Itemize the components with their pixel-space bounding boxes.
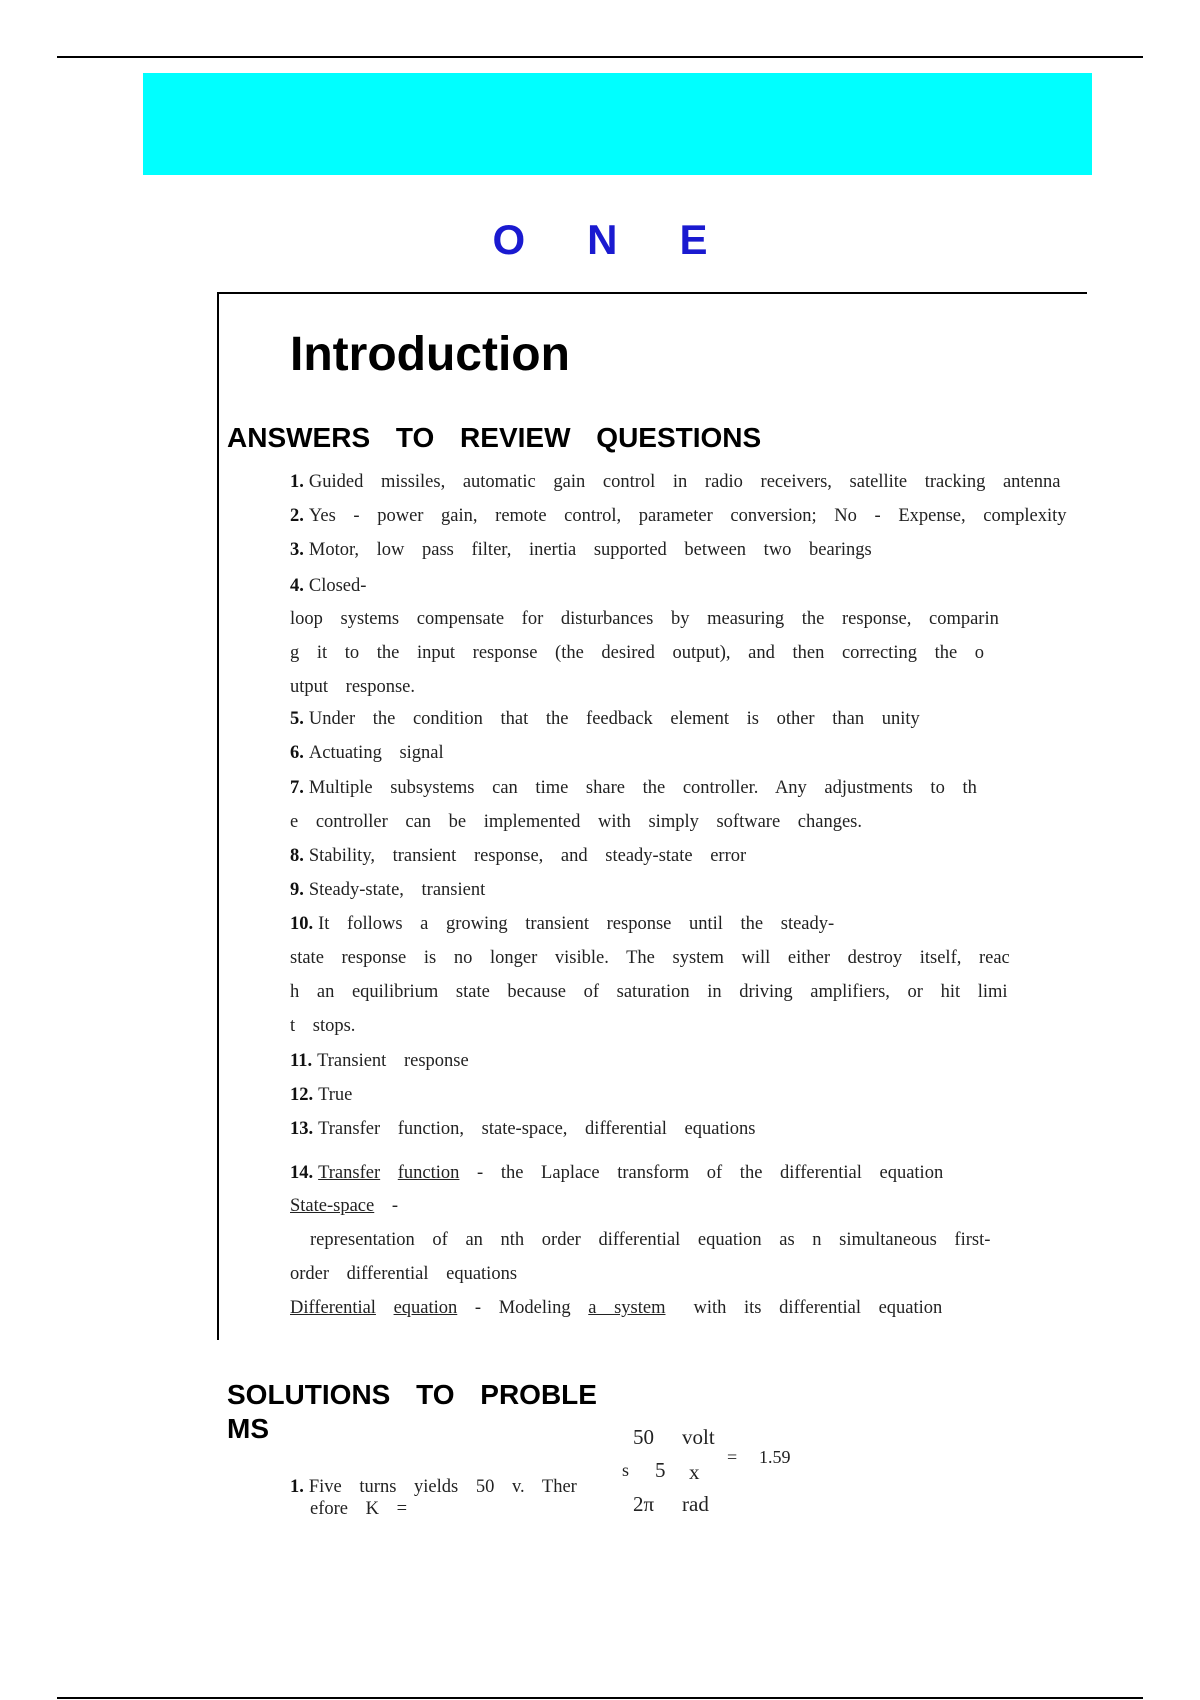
answer-line	[290, 1117, 755, 1141]
answer-line	[290, 675, 415, 699]
problem-1-line2: efore K =	[310, 1499, 408, 1519]
math-50: 50	[633, 1425, 654, 1449]
answer-14-state-space-line2: order differential equations	[290, 1264, 518, 1284]
answer-text: utput response.	[290, 677, 416, 697]
solutions-heading-line1: SOLUTIONS TO PROBLE	[227, 1379, 597, 1410]
answer-number: 2.	[290, 506, 304, 526]
answer-number: 13.	[290, 1119, 314, 1139]
answer-number: 1.	[290, 472, 304, 492]
answer-line	[290, 504, 1067, 528]
answer-text: Actuating signal	[308, 743, 444, 763]
section-frame-top	[217, 292, 1087, 294]
answer-line	[290, 980, 1008, 1004]
problem-number: 1.	[290, 1477, 304, 1497]
answer-text: e controller can be implemented with simply software changes.	[290, 812, 863, 832]
answer-text: Yes - power gain, remote control, parameter conversion; No - Expense, complexity	[308, 506, 1067, 526]
answer-number: 10.	[290, 914, 314, 934]
answer-14-transfer-function	[290, 1161, 943, 1185]
problem-1-text	[290, 1476, 577, 1520]
term-state-space: State-space	[290, 1196, 375, 1216]
answer-number: 3.	[290, 540, 304, 560]
answer-number: 6.	[290, 743, 304, 763]
math-volt: volt	[682, 1425, 715, 1449]
answer-text: Multiple subsystems can time share the controller. Any adjustments to th	[308, 778, 977, 798]
answer-number: 14.	[290, 1163, 314, 1183]
answer-text: t stops.	[290, 1016, 356, 1036]
math-rad: rad	[682, 1492, 709, 1516]
term-transfer: Transfer	[318, 1163, 381, 1183]
term-function: function	[397, 1163, 460, 1183]
chapter-number: ONE	[492, 216, 770, 263]
problem-1-line1: Five turns yields 50 v. Ther	[308, 1477, 577, 1497]
answer-text: Closed-	[308, 576, 367, 596]
answer-line	[290, 844, 746, 868]
answer-text: - the Laplace transform of the differential equation	[477, 1163, 944, 1183]
answer-14-differential-equation	[290, 1296, 942, 1320]
term-equation: equation	[393, 1298, 458, 1318]
math-result: 1.59	[759, 1447, 791, 1467]
answer-line	[290, 810, 862, 834]
answer-line	[290, 878, 485, 902]
bottom-rule	[57, 1697, 1143, 1699]
top-rule	[57, 56, 1143, 58]
answer-line	[290, 1049, 469, 1073]
answer-text: True	[318, 1085, 353, 1105]
answer-text: - Modeling	[474, 1298, 571, 1318]
math-2pi: 2π	[633, 1492, 655, 1516]
review-questions-heading: ANSWERS TO REVIEW QUESTIONS	[227, 422, 762, 453]
answer-text: Steady-state, transient	[308, 880, 486, 900]
answer-line	[290, 707, 920, 731]
answer-text: with its differential equation	[693, 1298, 943, 1318]
answer-text: loop systems compensate for disturbances by measuring the response, comparin	[290, 609, 999, 629]
chapter-title: Introduction	[290, 328, 570, 381]
answer-number: 8.	[290, 846, 304, 866]
math-s: s	[622, 1460, 630, 1480]
answer-line	[290, 741, 444, 765]
answer-14-state-space-line1: representation of an nth order differential equation as n simultaneous first-	[310, 1230, 991, 1250]
answer-text: state response is no longer visible. The system will either destroy itself, reac	[290, 948, 1010, 968]
dash: -	[391, 1196, 399, 1216]
answer-text: Transient response	[317, 1051, 469, 1071]
chapter-banner	[143, 73, 1092, 175]
math-equals: =	[727, 1447, 738, 1467]
answer-line	[290, 607, 999, 631]
answer-text: It follows a growing transient response until the steady-	[318, 914, 835, 934]
answer-text: Guided missiles, automatic gain control in radio receivers, satellite tracking antenna	[308, 472, 1061, 492]
answer-number: 12.	[290, 1085, 314, 1105]
answer-number: 5.	[290, 709, 304, 729]
answer-number: 4.	[290, 576, 304, 596]
answer-text: h an equilibrium state because of saturation in driving amplifiers, or hit limi	[290, 982, 1008, 1002]
solutions-heading-line2: MS	[227, 1413, 269, 1444]
term-differential: Differential	[290, 1298, 376, 1318]
answer-line	[290, 776, 977, 800]
answer-text: Motor, low pass filter, inertia supported between two bearings	[308, 540, 872, 560]
answer-line	[290, 946, 1010, 970]
answer-line	[290, 912, 834, 936]
answer-line	[290, 1083, 352, 1107]
answer-number: 11.	[290, 1051, 313, 1071]
answer-line	[290, 470, 1060, 494]
math-5: 5	[655, 1458, 666, 1482]
answer-number: 9.	[290, 880, 304, 900]
term-a-system: a system	[588, 1298, 666, 1318]
answer-line	[290, 574, 366, 598]
answer-text: Transfer function, state-space, differential equations	[318, 1119, 756, 1139]
answer-text: Under the condition that the feedback element is other than unity	[308, 709, 920, 729]
answer-text: g it to the input response (the desired output), and then correcting the o	[290, 643, 985, 663]
answer-text: Stability, transient response, and steady-state error	[308, 846, 747, 866]
answer-line	[290, 1014, 355, 1038]
answer-number: 7.	[290, 778, 304, 798]
solutions-heading	[227, 1378, 647, 1446]
math-x: x	[689, 1460, 700, 1484]
answer-line	[290, 538, 872, 562]
answer-line	[290, 641, 984, 665]
answer-14-state-space-label	[290, 1194, 398, 1218]
section-frame-left	[217, 292, 219, 1340]
